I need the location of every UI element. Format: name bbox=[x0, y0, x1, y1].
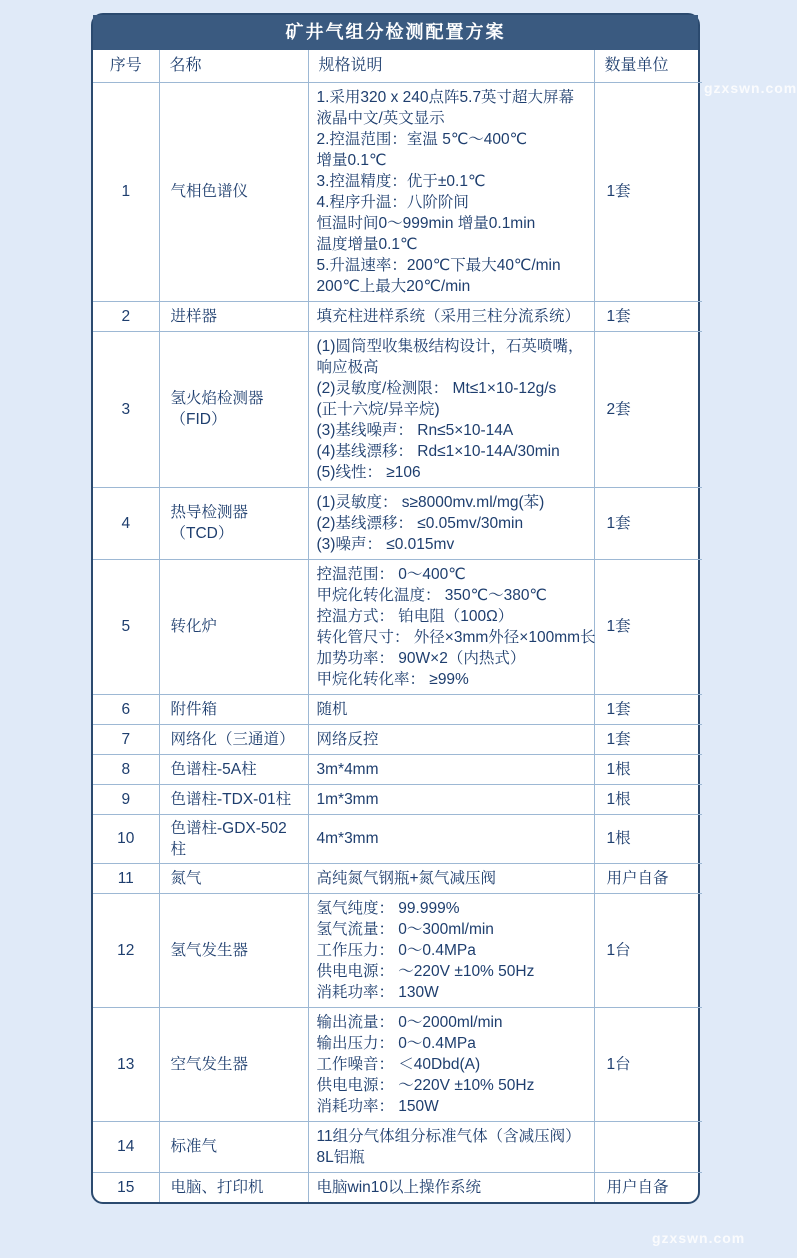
item-spec-cell bbox=[308, 893, 594, 1007]
page-title: 矿井气组分检测配置方案 bbox=[93, 15, 698, 50]
spec-line: 液晶中文/英文显示 bbox=[316, 109, 445, 127]
row-number-cell: 2 bbox=[93, 301, 159, 331]
row-number-cell: 15 bbox=[93, 1172, 159, 1202]
quantity-cell bbox=[594, 1121, 702, 1172]
table-row bbox=[93, 893, 702, 1007]
spec-line: 消耗功率： 150W bbox=[316, 1097, 439, 1115]
spec-line: (正十六烷/异辛烷) bbox=[316, 400, 440, 418]
table-row bbox=[93, 301, 702, 331]
quantity-cell: 1台 bbox=[594, 893, 702, 1007]
column-header-name: 名称 bbox=[159, 50, 308, 82]
item-spec-cell bbox=[308, 1172, 594, 1202]
quantity-cell: 1套 bbox=[594, 487, 702, 559]
quantity-cell: 1根 bbox=[594, 784, 702, 814]
spec-line: 5.升温速率：200℃下最大40℃/min bbox=[316, 256, 561, 274]
spec-line: 8L铝瓶 bbox=[316, 1148, 365, 1166]
item-spec-cell bbox=[308, 754, 594, 784]
spec-line: 1.采用320 x 240点阵5.7英寸超大屏幕 bbox=[316, 88, 575, 106]
table-row bbox=[93, 1172, 702, 1202]
quantity-cell: 用户自备 bbox=[594, 863, 702, 893]
spec-line: 4m*3mm bbox=[316, 830, 379, 847]
table-row bbox=[93, 559, 702, 694]
item-name-cell: 气相色谱仪 bbox=[159, 82, 308, 301]
spec-line: 恒温时间0～999min 增量0.1min bbox=[316, 214, 536, 232]
spec-line: (4)基线漂移： Rd≤1×10-14A/30min bbox=[316, 442, 560, 460]
quantity-cell: 1套 bbox=[594, 724, 702, 754]
item-spec-cell bbox=[308, 724, 594, 754]
spec-line: 输出压力： 0～0.4MPa bbox=[316, 1034, 476, 1052]
row-number-cell: 6 bbox=[93, 694, 159, 724]
spec-line: 消耗功率： 130W bbox=[316, 983, 439, 1001]
row-number-cell: 7 bbox=[93, 724, 159, 754]
spec-line: 氢气流量： 0～300ml/min bbox=[316, 920, 494, 938]
watermark-top: gzxswn.com bbox=[704, 80, 797, 96]
spec-line: 响应极高 bbox=[316, 358, 379, 376]
spec-line: 控温方式： 铂电阻（100Ω） bbox=[316, 607, 514, 625]
row-number-cell: 12 bbox=[93, 893, 159, 1007]
quantity-cell: 2套 bbox=[594, 331, 702, 487]
table-row bbox=[93, 694, 702, 724]
spec-line: (5)线性： ≥106 bbox=[316, 463, 421, 481]
item-name-cell: 氢气发生器 bbox=[159, 893, 308, 1007]
spec-line: (1)灵敏度： s≥8000mv.ml/mg(苯) bbox=[316, 493, 545, 511]
spec-line: 甲烷化转化温度： 350℃～380℃ bbox=[316, 586, 547, 604]
item-name-cell: 氢火焰检测器（FID） bbox=[159, 331, 308, 487]
spec-line: 高纯氮气钢瓶+氮气减压阀 bbox=[316, 869, 497, 887]
row-number-cell: 13 bbox=[93, 1007, 159, 1121]
table-row bbox=[93, 863, 702, 893]
item-spec-cell bbox=[308, 487, 594, 559]
spec-line: 控温范围： 0～400℃ bbox=[316, 565, 466, 583]
quantity-cell: 1套 bbox=[594, 559, 702, 694]
spec-line: 3m*4mm bbox=[316, 760, 379, 778]
table-row bbox=[93, 784, 702, 814]
item-spec-cell bbox=[308, 82, 594, 301]
quantity-cell: 1根 bbox=[594, 754, 702, 784]
row-number-cell: 14 bbox=[93, 1121, 159, 1172]
spec-line: (2)基线漂移： ≤0.05mv/30min bbox=[316, 514, 524, 532]
item-name-cell: 附件箱 bbox=[159, 694, 308, 724]
column-header-spec: 规格说明 bbox=[308, 50, 594, 82]
table-row bbox=[93, 1121, 702, 1172]
item-name-cell: 氮气 bbox=[159, 863, 308, 893]
spec-line: (3)基线噪声： Rn≤5×10-14A bbox=[316, 421, 514, 439]
spec-line: 供电电源： ～220V ±10% 50Hz bbox=[316, 1076, 535, 1094]
item-name-cell: 空气发生器 bbox=[159, 1007, 308, 1121]
spec-line: (3)噪声： ≤0.015mv bbox=[316, 535, 455, 553]
table-row bbox=[93, 724, 702, 754]
spec-line: 转化管尺寸： 外径×3mm外径×100mm长 bbox=[316, 628, 596, 646]
quantity-cell: 用户自备 bbox=[594, 1172, 702, 1202]
row-number-cell: 3 bbox=[93, 331, 159, 487]
spec-line: 供电电源： ～220V ±10% 50Hz bbox=[316, 962, 535, 980]
item-name-cell: 转化炉 bbox=[159, 559, 308, 694]
spec-line: 甲烷化转化率： ≥99% bbox=[316, 670, 469, 688]
watermark-bottom: gzxswn.com bbox=[652, 1230, 746, 1246]
row-number-cell: 1 bbox=[93, 82, 159, 301]
row-number-cell: 8 bbox=[93, 754, 159, 784]
row-number-cell: 10 bbox=[93, 814, 159, 863]
item-spec-cell bbox=[308, 814, 594, 863]
quantity-cell: 1套 bbox=[594, 82, 702, 301]
item-spec-cell bbox=[308, 559, 594, 694]
spec-line: 2.控温范围：室温 5℃～400℃ bbox=[316, 130, 528, 148]
spec-line: 随机 bbox=[316, 700, 348, 718]
quantity-cell: 1套 bbox=[594, 694, 702, 724]
item-spec-cell bbox=[308, 1121, 594, 1172]
item-name-cell: 色谱柱-GDX-502柱 bbox=[159, 814, 308, 863]
spec-line: 温度增量0.1℃ bbox=[316, 235, 418, 253]
spec-line: 增量0.1℃ bbox=[316, 151, 387, 169]
spec-line: 200℃上最大20℃/min bbox=[316, 277, 471, 295]
spec-line: 工作压力： 0～0.4MPa bbox=[316, 941, 476, 959]
quantity-cell: 1根 bbox=[594, 814, 702, 863]
table-row bbox=[93, 754, 702, 784]
spec-line: 网络反控 bbox=[316, 730, 379, 748]
item-name-cell: 标准气 bbox=[159, 1121, 308, 1172]
spec-line: 电脑win10以上操作系统 bbox=[316, 1178, 481, 1196]
item-name-cell: 进样器 bbox=[159, 301, 308, 331]
item-spec-cell bbox=[308, 331, 594, 487]
table-row bbox=[93, 1007, 702, 1121]
spec-line: 氢气纯度： 99.999% bbox=[316, 899, 460, 917]
spec-line: 加势功率： 90W×2（内热式） bbox=[316, 649, 526, 667]
row-number-cell: 4 bbox=[93, 487, 159, 559]
spec-line: 1m*3mm bbox=[316, 790, 379, 808]
item-name-cell: 色谱柱-5A柱 bbox=[159, 754, 308, 784]
item-spec-cell bbox=[308, 863, 594, 893]
spec-sheet bbox=[91, 13, 700, 1204]
quantity-cell: 1台 bbox=[594, 1007, 702, 1121]
spec-line: 11组分气体组分标准气体（含减压阀） bbox=[316, 1127, 581, 1145]
item-spec-cell bbox=[308, 1007, 594, 1121]
item-name-cell: 色谱柱-TDX-01柱 bbox=[159, 784, 308, 814]
row-number-cell: 9 bbox=[93, 784, 159, 814]
spec-line: 输出流量： 0～2000ml/min bbox=[316, 1013, 503, 1031]
spec-table bbox=[93, 50, 702, 1202]
item-spec-cell bbox=[308, 301, 594, 331]
table-row bbox=[93, 487, 702, 559]
table-header-row bbox=[93, 50, 702, 82]
quantity-cell: 1套 bbox=[594, 301, 702, 331]
item-spec-cell bbox=[308, 784, 594, 814]
item-name-cell: 电脑、打印机 bbox=[159, 1172, 308, 1202]
spec-line: (2)灵敏度/检测限： Mt≤1×10-12g/s bbox=[316, 379, 557, 397]
table-row bbox=[93, 814, 702, 863]
spec-line: 4.程序升温：八阶阶间 bbox=[316, 193, 469, 211]
table-row bbox=[93, 331, 702, 487]
spec-line: 3.控温精度：优于±0.1℃ bbox=[316, 172, 486, 190]
spec-line: 工作噪音： ＜40Dbd(A) bbox=[316, 1055, 481, 1073]
item-name-cell: 网络化（三通道） bbox=[159, 724, 308, 754]
item-spec-cell bbox=[308, 694, 594, 724]
spec-line: (1)圆筒型收集极结构设计，石英喷嘴， bbox=[316, 337, 584, 355]
row-number-cell: 11 bbox=[93, 863, 159, 893]
column-header-no: 序号 bbox=[93, 50, 159, 82]
item-name-cell: 热导检测器（TCD） bbox=[159, 487, 308, 559]
spec-line: 填充柱进样系统（采用三柱分流系统） bbox=[316, 307, 581, 325]
column-header-qty: 数量单位 bbox=[594, 50, 702, 82]
row-number-cell: 5 bbox=[93, 559, 159, 694]
table-row bbox=[93, 82, 702, 301]
